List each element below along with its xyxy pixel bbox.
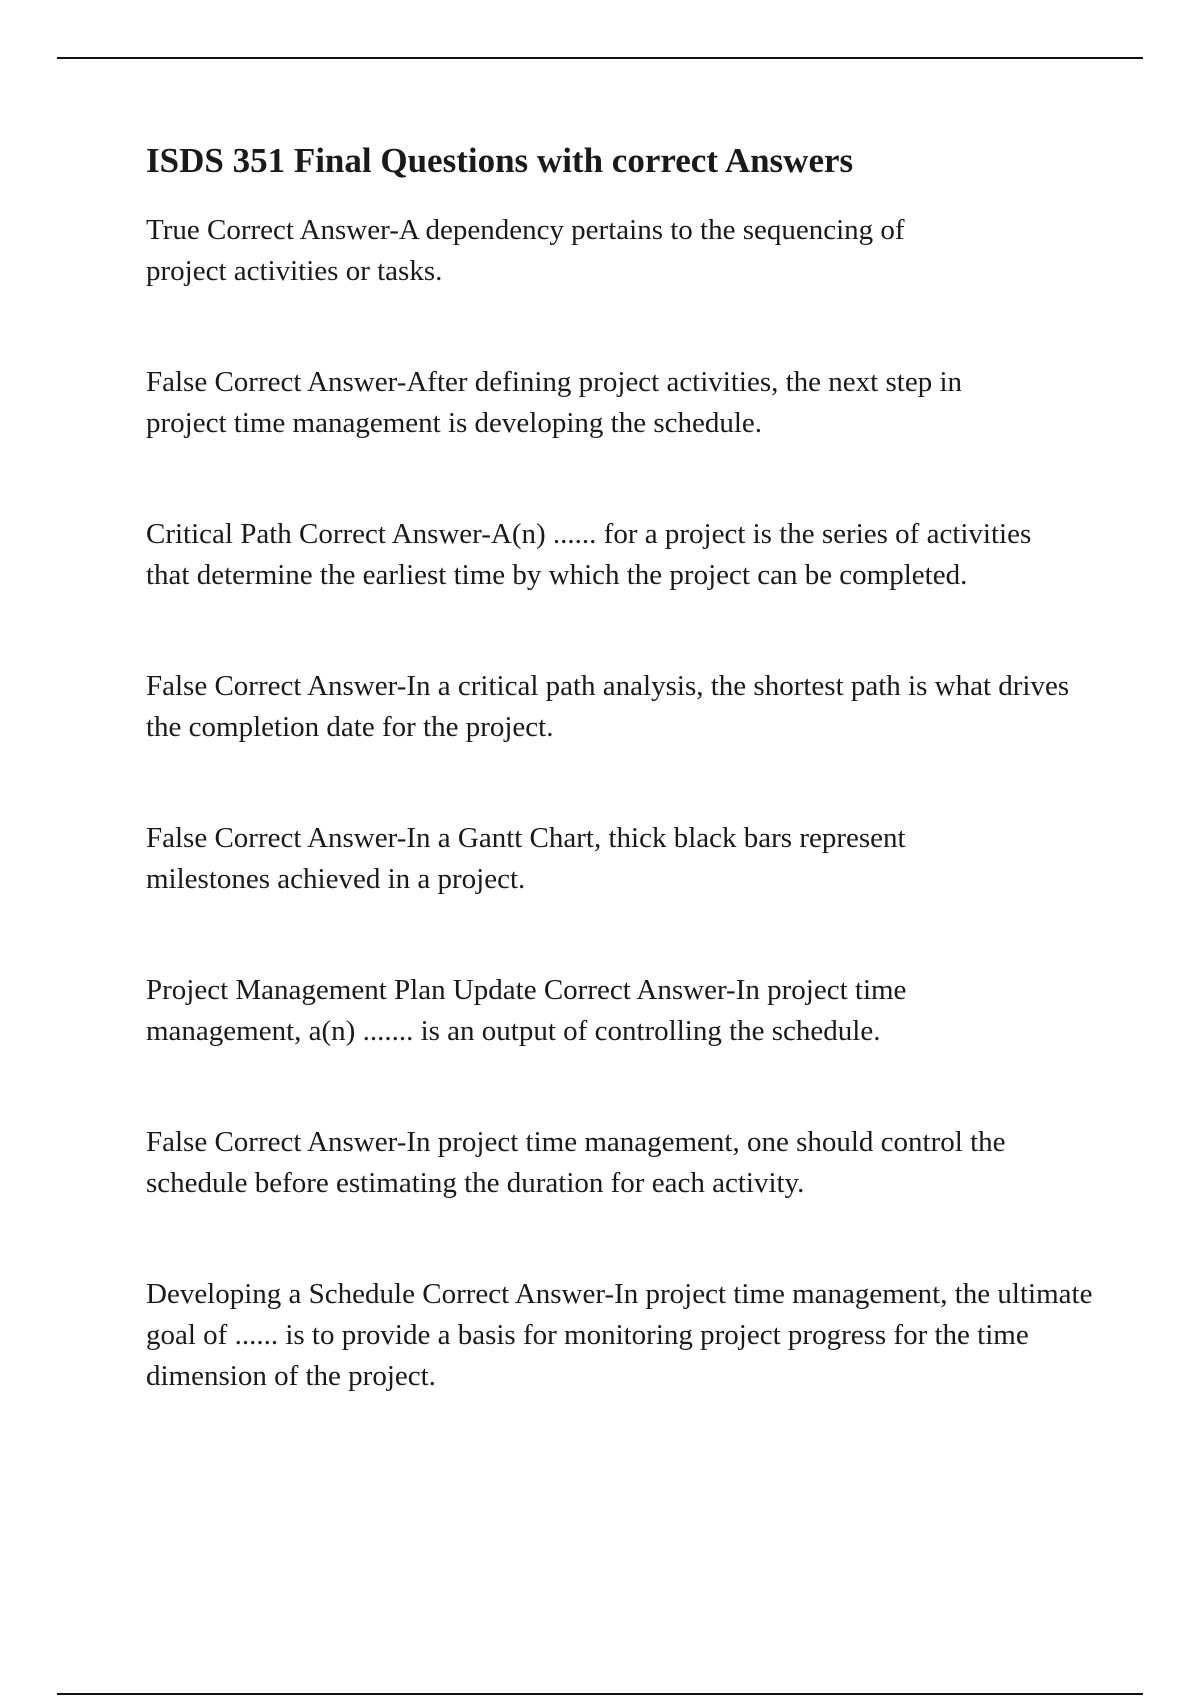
qa-item-4: False Correct Answer-In a critical path analysis, the shortest path is what drives the completion date for the project. [146, 670, 1070, 743]
top-divider [57, 57, 1143, 59]
qa-item-1: True Correct Answer-A dependency pertains to the sequencing of project activities or tasks. [146, 214, 905, 287]
qa-item-5: False Correct Answer-In a Gantt Chart, thick black bars represent milestones achieved in a project. [146, 822, 906, 895]
qa-item-8: Developing a Schedule Correct Answer-In project time management, the ultimate goal of ...... is to provide a basis for monitoring project progress for the time dimension of the project. [146, 1278, 1093, 1392]
qa-item-2: False Correct Answer-After defining project activities, the next step in project time management is developing the schedule. [146, 366, 963, 439]
qa-item-7: False Correct Answer-In project time management, one should control the schedule before estimating the duration for each activity. [146, 1126, 1006, 1199]
bottom-divider [57, 1693, 1143, 1695]
qa-item-6: Project Management Plan Update Correct Answer-In project time management, a(n) ....... is an output of controlling the schedule. [146, 974, 907, 1047]
qa-item-3: Critical Path Correct Answer-A(n) ...... for a project is the series of activities that determine the earliest time by which the project can be completed. [146, 518, 1032, 591]
document-title: ISDS 351 Final Questions with correct Answers [146, 141, 854, 180]
document-body [146, 140, 1106, 1397]
